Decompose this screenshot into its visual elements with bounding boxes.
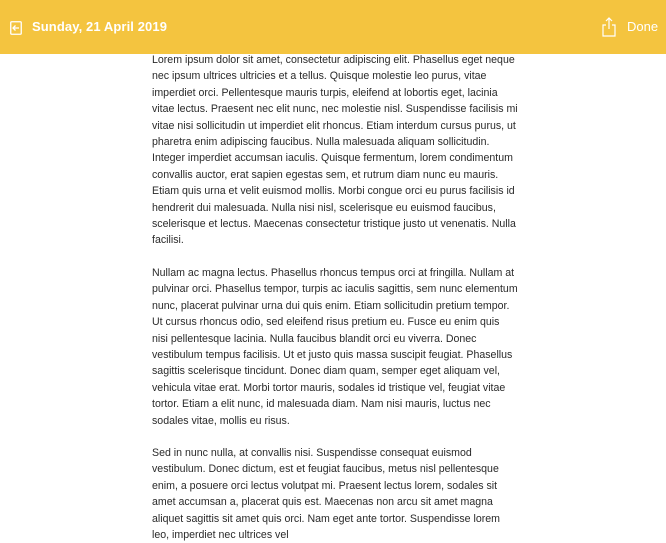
- paragraph-2: Nullam ac magna lectus. Phasellus rhoncus tempus orci at fringilla. Nullam at pulvinar orci. Phasellus tempor, turpis ac iaculis sagittis, sem nunc elementum nunc, placerat pulvinar urna dui quis enim. Etiam sollicitudin pretium tempor. Ut cursus rhoncus odio, sed eleifend risus pretium eu. Fusce eu enim quis nisi pellentesque lacinia. Nulla faucibus blandit orci eu viverra. Donec vestibulum tempus facilisis. Ut et justo quis massa suscipit feugiat. Phasellus sagittis scelerisque tincidunt. Donec diam quam, semper eget aliquam vel, vehicula vitae erat. Morbi tortor mauris, sodales id tristique vel, feugiat vitae tortor. Etiam a elit nunc, id malesuada diam. Nam nisi mauris, luctus nec sodales vitae, mollis eu risus.: [152, 266, 518, 427]
- document-body[interactable]: [152, 52, 518, 541]
- paragraph-3: Sed in nunc nulla, at convallis nisi. Suspendisse consequat euismod vestibulum. Donec dictum, est et feugiat faucibus, metus nisl pellentesque enim, a posuere orci lectus volutpat mi. Praesent lectus lorem, sodales sit amet accumsan a, placerat quis est. Maecenas non arcu sit amet magna aliquet sagittis sit amet quis orci. Nam eget ante tortor. Suspendisse lorem leo, imperdiet nec ultrices vel: [152, 446, 500, 541]
- top-bar: [0, 0, 666, 54]
- done-button[interactable]: Done: [627, 19, 659, 34]
- back-arrow-icon: [10, 21, 22, 35]
- back-button[interactable]: [9, 20, 23, 35]
- share-button[interactable]: [601, 16, 617, 38]
- date-title: Sunday, 21 April 2019: [32, 19, 168, 34]
- paragraph-1: Lorem ipsum dolor sit amet, consectetur adipiscing elit. Phasellus eget neque nec ipsum ultrices ultricies et a tellus. Quisque molestie leo purus, vitae imperdiet orci. Pellentesque mauris turpis, eleifend at lobortis eget, lacinia vitae lectus. Praesent nec elit nunc, nec molestie nisl. Suspendisse facilisis mi vitae nisi sollicitudin ut imperdiet elit rhoncus. Etiam interdum cursus purus, ut pharetra enim adipiscing faucibus. Nulla malesuada aliquam sollicitudin. Integer imperdiet accumsan iaculis. Quisque fermentum, lorem condimentum convallis auctor, erat sapien egestas sem, et rutrum diam nunc eu mauris. Etiam quis urna et velit euismod mollis. Morbi congue orci eu purus facilisis id hendrerit dui malesuada. Nulla nisi nisl, scelerisque eu euismod faucibus, scelerisque et lectus. Maecenas consectetur tristique justo ut venenatis. Nulla facilisi.: [152, 54, 518, 247]
- share-icon: [601, 16, 617, 38]
